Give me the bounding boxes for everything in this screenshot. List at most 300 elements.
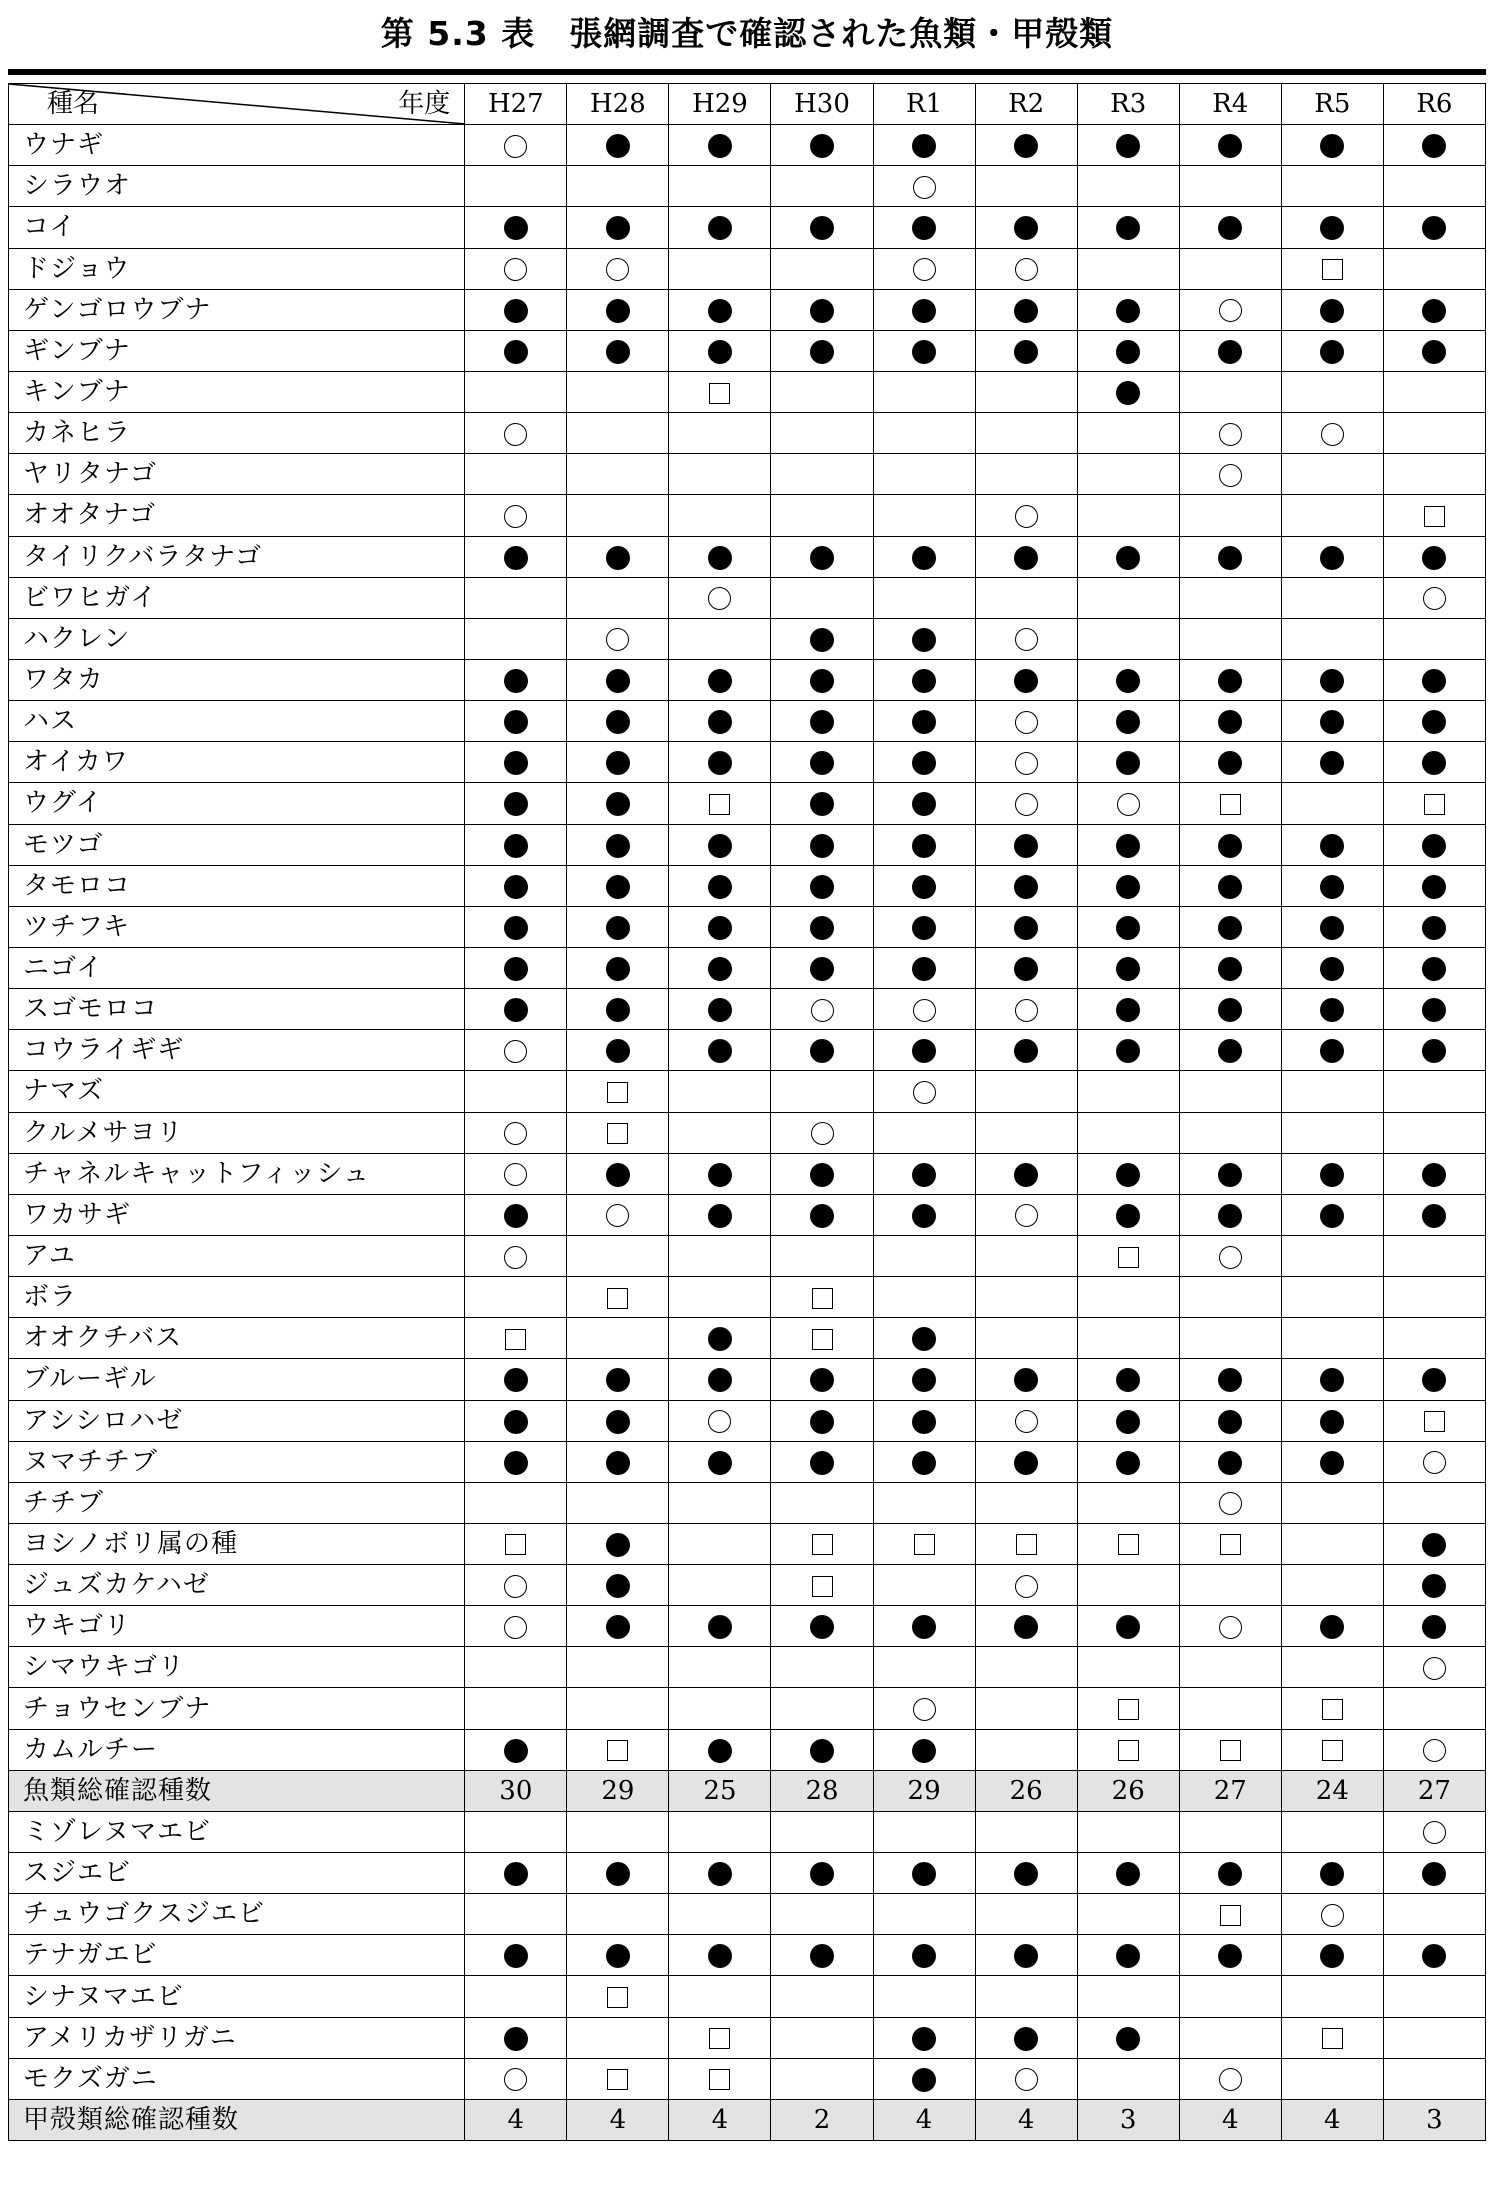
open-square-mark (1016, 1534, 1037, 1555)
record-mark-cell (669, 289, 771, 330)
open-square-mark (1118, 1740, 1139, 1761)
species-name-cell: スゴモロコ (9, 989, 465, 1030)
record-mark-cell (1281, 371, 1383, 412)
record-mark-cell (567, 824, 669, 865)
record-mark-cell (975, 330, 1077, 371)
table-row (9, 1030, 1486, 1071)
record-mark-cell (771, 1194, 873, 1235)
table-row (9, 1853, 1486, 1894)
filled-circle-mark (810, 340, 834, 364)
record-mark-cell (465, 289, 567, 330)
record-mark-cell (669, 1359, 771, 1400)
total-count-cell: 4 (1281, 2099, 1383, 2140)
record-mark-cell (1077, 1688, 1179, 1729)
table-row (9, 906, 1486, 947)
record-mark-cell (1179, 906, 1281, 947)
record-mark-cell (1383, 1153, 1485, 1194)
filled-circle-mark (912, 1739, 936, 1763)
record-mark-cell (1179, 125, 1281, 166)
record-mark-cell (669, 454, 771, 495)
record-mark-cell (975, 495, 1077, 536)
record-mark-cell (1179, 947, 1281, 988)
open-square-mark (709, 383, 730, 404)
species-name-cell: ヌマチチブ (9, 1441, 465, 1482)
record-mark-cell (669, 2058, 771, 2099)
open-circle-mark (504, 423, 527, 446)
filled-circle-mark (1320, 1615, 1344, 1639)
record-mark-cell (975, 1400, 1077, 1441)
record-mark-cell (1281, 618, 1383, 659)
filled-circle-mark (708, 1368, 732, 1392)
record-mark-cell (975, 1030, 1077, 1071)
filled-circle-mark (504, 916, 528, 940)
filled-circle-mark (504, 1862, 528, 1886)
record-mark-cell (975, 1194, 1077, 1235)
record-mark-cell (1383, 1030, 1485, 1071)
record-mark-cell (1179, 783, 1281, 824)
record-mark-cell (669, 1688, 771, 1729)
record-mark-cell (1077, 1647, 1179, 1688)
record-mark-cell (771, 248, 873, 289)
record-mark-cell (1281, 125, 1383, 166)
record-mark-cell (1383, 1523, 1485, 1564)
record-mark-cell (1281, 1400, 1383, 1441)
record-mark-cell (1281, 1523, 1383, 1564)
record-mark-cell (1077, 1853, 1179, 1894)
species-name-cell: アユ (9, 1235, 465, 1276)
filled-circle-mark (606, 792, 630, 816)
filled-circle-mark (504, 875, 528, 899)
record-mark-cell (873, 1400, 975, 1441)
species-name-cell: シナヌマエビ (9, 1976, 465, 2017)
filled-circle-mark (912, 2027, 936, 2051)
open-circle-mark (1015, 505, 1038, 528)
open-circle-mark (1015, 628, 1038, 651)
record-mark-cell (669, 906, 771, 947)
species-name-cell: オイカワ (9, 742, 465, 783)
species-name-cell: チャネルキャットフィッシュ (9, 1153, 465, 1194)
record-mark-cell (567, 495, 669, 536)
record-mark-cell (465, 1441, 567, 1482)
filled-circle-mark (1116, 875, 1140, 899)
record-mark-cell (669, 865, 771, 906)
table-row (9, 577, 1486, 618)
table-row (9, 1359, 1486, 1400)
record-mark-cell (567, 1853, 669, 1894)
record-mark-cell (1179, 166, 1281, 207)
record-mark-cell (669, 1112, 771, 1153)
record-mark-cell (873, 659, 975, 700)
record-mark-cell (1383, 1318, 1485, 1359)
filled-circle-mark (1218, 1039, 1242, 1063)
record-mark-cell (975, 1976, 1077, 2017)
filled-circle-mark (1014, 1039, 1038, 1063)
record-mark-cell (1281, 1194, 1383, 1235)
record-mark-cell (1077, 1359, 1179, 1400)
open-square-mark (607, 1123, 628, 1144)
record-mark-cell (1179, 1688, 1281, 1729)
record-mark-cell (567, 659, 669, 700)
filled-circle-mark (1218, 340, 1242, 364)
filled-circle-mark (1422, 1533, 1446, 1557)
record-mark-cell (1077, 1523, 1179, 1564)
table-row (9, 1194, 1486, 1235)
record-mark-cell (465, 2017, 567, 2058)
filled-circle-mark (912, 1615, 936, 1639)
filled-circle-mark (912, 710, 936, 734)
filled-circle-mark (606, 1615, 630, 1639)
record-mark-cell (873, 1565, 975, 1606)
record-mark-cell (465, 413, 567, 454)
record-mark-cell (873, 1935, 975, 1976)
total-count-cell: 29 (567, 1770, 669, 1811)
filled-circle-mark (606, 957, 630, 981)
record-mark-cell (1383, 1277, 1485, 1318)
record-mark-cell (771, 454, 873, 495)
open-circle-mark (504, 505, 527, 528)
table-row (9, 1112, 1486, 1153)
open-circle-mark (1219, 1492, 1242, 1515)
record-mark-cell (1077, 742, 1179, 783)
record-mark-cell (873, 1894, 975, 1935)
record-mark-cell (465, 1894, 567, 1935)
record-mark-cell (669, 1235, 771, 1276)
record-mark-cell (975, 1688, 1077, 1729)
filled-circle-mark (1014, 669, 1038, 693)
record-mark-cell (669, 989, 771, 1030)
species-name-cell: ミゾレヌマエビ (9, 1811, 465, 1852)
filled-circle-mark (912, 1163, 936, 1187)
record-mark-cell (771, 618, 873, 659)
open-square-mark (1322, 1740, 1343, 1761)
open-circle-mark (1321, 423, 1344, 446)
record-mark-cell (465, 659, 567, 700)
record-mark-cell (1179, 495, 1281, 536)
filled-circle-mark (708, 751, 732, 775)
record-mark-cell (873, 989, 975, 1030)
filled-circle-mark (1320, 1451, 1344, 1475)
record-mark-cell (975, 865, 1077, 906)
record-mark-cell (975, 1277, 1077, 1318)
record-mark-cell (1281, 1277, 1383, 1318)
year-column-header: H28 (567, 84, 669, 125)
filled-circle-mark (810, 1944, 834, 1968)
record-mark-cell (567, 1729, 669, 1770)
filled-circle-mark (912, 1039, 936, 1063)
filled-circle-mark (1218, 998, 1242, 1022)
record-mark-cell (975, 536, 1077, 577)
record-mark-cell (1077, 1606, 1179, 1647)
filled-circle-mark (1218, 216, 1242, 240)
record-mark-cell (465, 1565, 567, 1606)
record-mark-cell (465, 742, 567, 783)
record-mark-cell (771, 536, 873, 577)
filled-circle-mark (1320, 710, 1344, 734)
record-mark-cell (567, 413, 669, 454)
record-mark-cell (1281, 783, 1383, 824)
record-mark-cell (669, 1894, 771, 1935)
record-mark-cell (1383, 947, 1485, 988)
record-mark-cell (465, 1194, 567, 1235)
record-mark-cell (1077, 1729, 1179, 1770)
record-mark-cell (669, 1729, 771, 1770)
table-row (9, 536, 1486, 577)
record-mark-cell (465, 1030, 567, 1071)
filled-circle-mark (606, 1410, 630, 1434)
open-circle-mark (811, 999, 834, 1022)
filled-circle-mark (1014, 834, 1038, 858)
open-circle-mark (1219, 464, 1242, 487)
record-mark-cell (771, 659, 873, 700)
record-mark-cell (1281, 659, 1383, 700)
filled-circle-mark (1014, 216, 1038, 240)
open-square-mark (914, 1534, 935, 1555)
record-mark-cell (873, 330, 975, 371)
record-mark-cell (975, 166, 1077, 207)
record-mark-cell (771, 2058, 873, 2099)
table-body (9, 125, 1486, 2141)
open-circle-mark (1015, 711, 1038, 734)
record-mark-cell (1281, 701, 1383, 742)
record-mark-cell (1383, 125, 1485, 166)
record-mark-cell (567, 371, 669, 412)
year-column-header: H29 (669, 84, 771, 125)
filled-circle-mark (606, 1944, 630, 1968)
record-mark-cell (1383, 1359, 1485, 1400)
open-circle-mark (1015, 1204, 1038, 1227)
record-mark-cell (567, 1606, 669, 1647)
record-mark-cell (873, 1811, 975, 1852)
record-mark-cell (975, 659, 1077, 700)
filled-circle-mark (1422, 216, 1446, 240)
year-column-header: R1 (873, 84, 975, 125)
record-mark-cell (873, 618, 975, 659)
filled-circle-mark (1116, 916, 1140, 940)
record-mark-cell (567, 1811, 669, 1852)
record-mark-cell (1179, 371, 1281, 412)
filled-circle-mark (912, 875, 936, 899)
record-mark-cell (1179, 454, 1281, 495)
filled-circle-mark (912, 1368, 936, 1392)
filled-circle-mark (1014, 916, 1038, 940)
record-mark-cell (1179, 2058, 1281, 2099)
record-mark-cell (465, 618, 567, 659)
record-mark-cell (771, 1400, 873, 1441)
record-mark-cell (465, 1400, 567, 1441)
filled-circle-mark (1116, 1410, 1140, 1434)
record-mark-cell (1383, 1441, 1485, 1482)
filled-circle-mark (1218, 134, 1242, 158)
filled-circle-mark (1422, 1862, 1446, 1886)
record-mark-cell (1383, 371, 1485, 412)
open-circle-mark (1015, 1575, 1038, 1598)
open-square-mark (607, 2069, 628, 2090)
record-mark-cell (873, 413, 975, 454)
record-mark-cell (771, 865, 873, 906)
species-name-cell: チュウゴクスジエビ (9, 1894, 465, 1935)
table-row (9, 2017, 1486, 2058)
record-mark-cell (975, 2058, 1077, 2099)
filled-circle-mark (1422, 340, 1446, 364)
record-mark-cell (1383, 1565, 1485, 1606)
record-mark-cell (465, 166, 567, 207)
record-mark-cell (1179, 1030, 1281, 1071)
record-mark-cell (771, 906, 873, 947)
filled-circle-mark (912, 751, 936, 775)
filled-circle-mark (1014, 875, 1038, 899)
record-mark-cell (1077, 701, 1179, 742)
filled-circle-mark (1320, 216, 1344, 240)
record-mark-cell (975, 1112, 1077, 1153)
filled-circle-mark (708, 134, 732, 158)
table-row (9, 1894, 1486, 1935)
table-title: 第 5.3 表 張網調査で確認された魚類・甲殻類 (380, 14, 1114, 53)
record-mark-cell (1281, 906, 1383, 947)
record-mark-cell (975, 1647, 1077, 1688)
record-mark-cell (465, 536, 567, 577)
record-mark-cell (1383, 1688, 1485, 1729)
record-mark-cell (1383, 577, 1485, 618)
table-row (9, 989, 1486, 1030)
record-mark-cell (1281, 742, 1383, 783)
record-mark-cell (873, 1359, 975, 1400)
record-mark-cell (1281, 413, 1383, 454)
crustacean-total-row (9, 2099, 1486, 2140)
filled-circle-mark (810, 875, 834, 899)
open-square-mark (709, 794, 730, 815)
record-mark-cell (1281, 1030, 1383, 1071)
record-mark-cell (465, 947, 567, 988)
record-mark-cell (1077, 947, 1179, 988)
species-name-cell: カネヒラ (9, 413, 465, 454)
filled-circle-mark (1422, 957, 1446, 981)
open-circle-mark (1117, 793, 1140, 816)
filled-circle-mark (1116, 299, 1140, 323)
record-mark-cell (975, 701, 1077, 742)
record-mark-cell (1179, 1523, 1281, 1564)
filled-circle-mark (1422, 834, 1446, 858)
record-mark-cell (873, 207, 975, 248)
table-row (9, 413, 1486, 454)
record-mark-cell (975, 1853, 1077, 1894)
record-mark-cell (1077, 536, 1179, 577)
filled-circle-mark (1116, 669, 1140, 693)
filled-circle-mark (1116, 1204, 1140, 1228)
filled-circle-mark (606, 340, 630, 364)
filled-circle-mark (1320, 1368, 1344, 1392)
filled-circle-mark (1320, 834, 1344, 858)
record-mark-cell (873, 947, 975, 988)
record-mark-cell (567, 618, 669, 659)
open-circle-mark (606, 1204, 629, 1227)
species-name-cell: タイリクバラタナゴ (9, 536, 465, 577)
filled-circle-mark (912, 628, 936, 652)
total-count-cell: 27 (1179, 1770, 1281, 1811)
total-count-cell: 4 (975, 2099, 1077, 2140)
filled-circle-mark (504, 1451, 528, 1475)
filled-circle-mark (1320, 1204, 1344, 1228)
record-mark-cell (465, 1729, 567, 1770)
record-mark-cell (567, 989, 669, 1030)
filled-circle-mark (1218, 546, 1242, 570)
record-mark-cell (1281, 1894, 1383, 1935)
filled-circle-mark (1014, 1163, 1038, 1187)
total-count-cell: 4 (567, 2099, 669, 2140)
total-count-cell: 4 (873, 2099, 975, 2140)
filled-circle-mark (1014, 340, 1038, 364)
record-mark-cell (1077, 659, 1179, 700)
table-row (9, 701, 1486, 742)
record-mark-cell (1281, 166, 1383, 207)
filled-circle-mark (1014, 1615, 1038, 1639)
table-row (9, 495, 1486, 536)
filled-circle-mark (708, 1327, 732, 1351)
record-mark-cell (1179, 536, 1281, 577)
filled-circle-mark (606, 875, 630, 899)
record-mark-cell (567, 1277, 669, 1318)
filled-circle-mark (708, 669, 732, 693)
record-mark-cell (1383, 742, 1485, 783)
filled-circle-mark (1218, 916, 1242, 940)
filled-circle-mark (1116, 1163, 1140, 1187)
record-mark-cell (873, 1071, 975, 1112)
record-mark-cell (975, 1318, 1077, 1359)
record-mark-cell (873, 454, 975, 495)
filled-circle-mark (606, 710, 630, 734)
record-mark-cell (1281, 1647, 1383, 1688)
filled-circle-mark (1218, 1944, 1242, 1968)
record-mark-cell (1077, 1482, 1179, 1523)
filled-circle-mark (810, 834, 834, 858)
record-mark-cell (771, 1277, 873, 1318)
record-mark-cell (873, 1606, 975, 1647)
record-mark-cell (1077, 454, 1179, 495)
record-mark-cell (1179, 1606, 1281, 1647)
record-mark-cell (1281, 865, 1383, 906)
table-row (9, 824, 1486, 865)
open-circle-mark (1219, 1246, 1242, 1269)
open-circle-mark (1423, 1657, 1446, 1680)
record-mark-cell (1281, 495, 1383, 536)
filled-circle-mark (1218, 1862, 1242, 1886)
species-name-cell: クルメサヨリ (9, 1112, 465, 1153)
record-mark-cell (771, 413, 873, 454)
filled-circle-mark (1422, 1615, 1446, 1639)
open-circle-mark (606, 258, 629, 281)
record-mark-cell (669, 1565, 771, 1606)
year-column-header: H30 (771, 84, 873, 125)
filled-circle-mark (810, 1739, 834, 1763)
record-mark-cell (771, 1359, 873, 1400)
record-mark-cell (873, 1482, 975, 1523)
record-mark-cell (1383, 2058, 1485, 2099)
open-circle-mark (1015, 1410, 1038, 1433)
species-table (8, 83, 1486, 2141)
record-mark-cell (465, 906, 567, 947)
record-mark-cell (1179, 618, 1281, 659)
open-circle-mark (1219, 423, 1242, 446)
record-mark-cell (1179, 413, 1281, 454)
record-mark-cell (1077, 2017, 1179, 2058)
record-mark-cell (975, 1935, 1077, 1976)
filled-circle-mark (606, 916, 630, 940)
filled-circle-mark (912, 299, 936, 323)
record-mark-cell (1281, 248, 1383, 289)
table-row (9, 289, 1486, 330)
filled-circle-mark (606, 1368, 630, 1392)
filled-circle-mark (606, 834, 630, 858)
record-mark-cell (873, 1235, 975, 1276)
